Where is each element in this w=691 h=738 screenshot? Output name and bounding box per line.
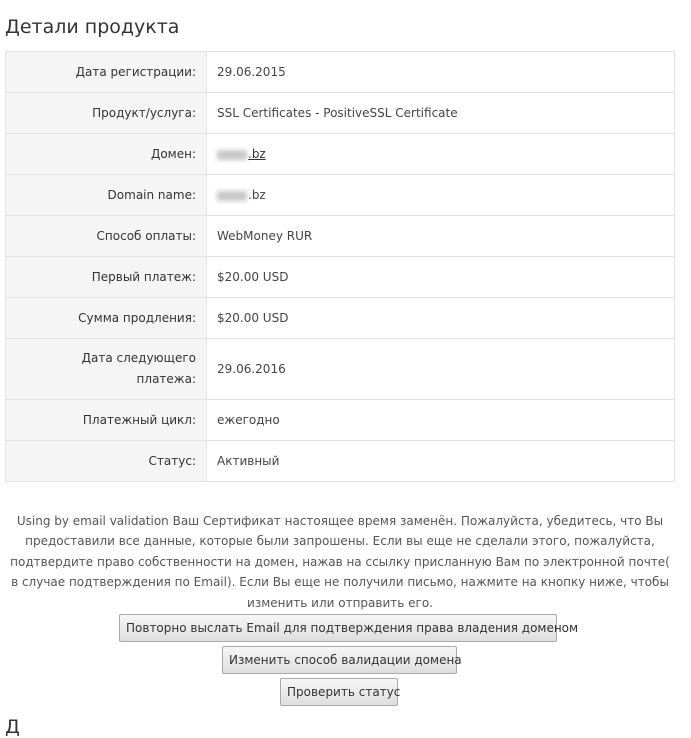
renewal-amount-label: Сумма продления: <box>6 298 207 339</box>
table-row <box>6 52 675 93</box>
next-payment-date-value: 29.06.2016 <box>207 339 675 400</box>
billing-cycle-label: Платежный цикл: <box>6 400 207 441</box>
status-label: Статус: <box>6 441 207 482</box>
table-row <box>6 216 675 257</box>
redacted-domain <box>217 191 247 201</box>
registration-date-value: 29.06.2015 <box>207 52 675 93</box>
payment-method-label: Способ оплаты: <box>6 216 207 257</box>
domain-name-value <box>207 175 675 216</box>
product-value: SSL Certificates - PositiveSSL Certificate <box>207 93 675 134</box>
check-status-button[interactable]: Проверить статус <box>280 678 398 706</box>
registration-date-label: Дата регистрации: <box>6 52 207 93</box>
first-payment-label: Первый платеж: <box>6 257 207 298</box>
change-validation-button[interactable]: Изменить способ валидации домена <box>222 646 457 674</box>
next-payment-date-label: Дата следующего платежа: <box>6 339 207 400</box>
table-row <box>6 441 675 482</box>
page-title: Детали продукта <box>5 16 180 38</box>
product-details-table <box>5 51 675 482</box>
product-label: Продукт/услуга: <box>6 93 207 134</box>
table-row <box>6 134 675 175</box>
status-value: Активный <box>207 441 675 482</box>
payment-method-value: WebMoney RUR <box>207 216 675 257</box>
domain-name-suffix: .bz <box>248 188 266 202</box>
section-heading-fragment: Д <box>5 716 20 738</box>
billing-cycle-value: ежегодно <box>207 400 675 441</box>
domain-value <box>207 134 675 175</box>
resend-email-button[interactable]: Повторно выслать Email для подтверждения права владения доменом <box>119 614 557 642</box>
table-row <box>6 93 675 134</box>
renewal-amount-value: $20.00 USD <box>207 298 675 339</box>
domain-label: Домен: <box>6 134 207 175</box>
domain-link[interactable] <box>217 147 266 161</box>
domain-suffix: .bz <box>248 147 266 161</box>
table-row <box>6 257 675 298</box>
table-row <box>6 175 675 216</box>
table-row <box>6 298 675 339</box>
validation-notice: Using by email validation Ваш Сертификат настоящее время заменён. Пожалуйста, убедитесь, что Вы предоставили все данные, которые были запрошены. Если вы еще не сделали этого, пожалуйста, подтвердите право собственности на домен, нажав на ссылку присланную Вам по электронной почте( в случае подтверждения по Email). Если Вы еще не получили письмо, нажмите на кнопку ниже, чтобы изменить или отправить его. <box>10 514 670 610</box>
table-row <box>6 339 675 400</box>
first-payment-value: $20.00 USD <box>207 257 675 298</box>
redacted-domain <box>217 150 247 160</box>
table-row <box>6 400 675 441</box>
domain-name-label: Domain name: <box>6 175 207 216</box>
